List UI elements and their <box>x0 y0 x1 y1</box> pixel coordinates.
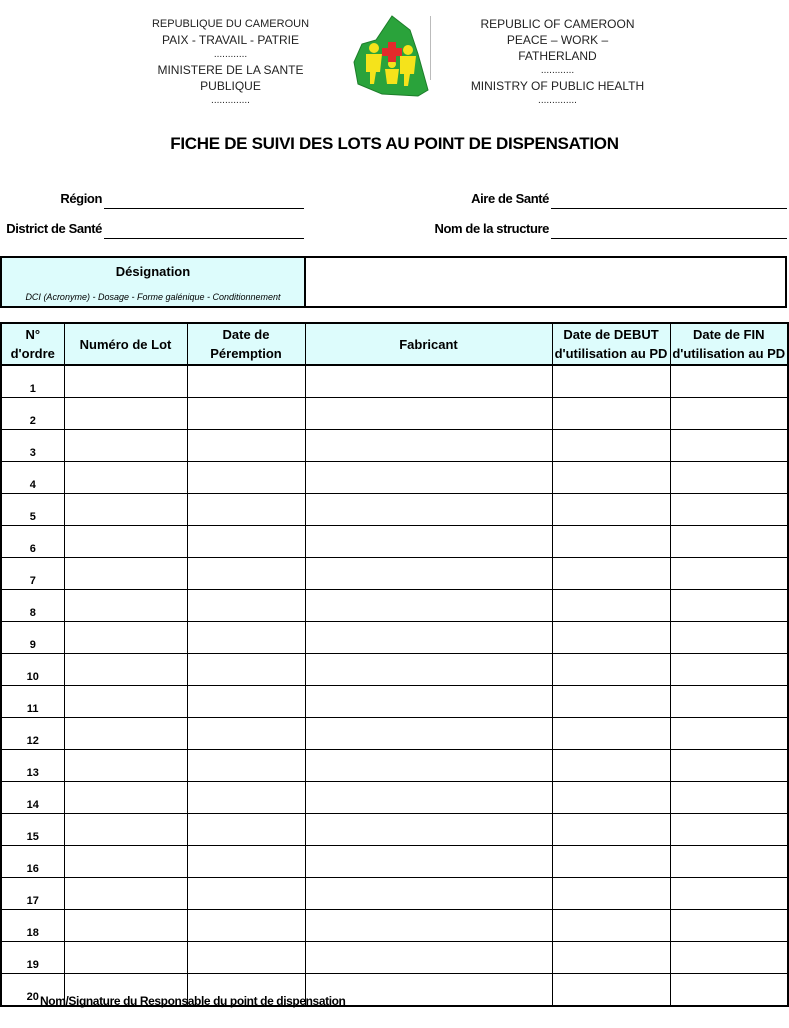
table-row <box>1 558 788 590</box>
row-number-cell: 13 <box>1 750 64 782</box>
header-left-ministry: MINISTERE DE LA SANTE PUBLIQUE <box>157 63 304 93</box>
row-number-cell: 3 <box>1 430 64 462</box>
header-date-fin: Date de FIN d'utilisation au PD <box>670 323 788 365</box>
header-right-block <box>470 16 645 108</box>
numero-lot-cell[interactable] <box>64 718 187 750</box>
date-peremption-cell[interactable] <box>187 590 305 622</box>
row-number-cell: 17 <box>1 878 64 910</box>
district-field[interactable] <box>104 238 304 239</box>
row-number-cell: 11 <box>1 686 64 718</box>
header-fabricant: Fabricant <box>305 323 552 365</box>
fabricant-cell[interactable] <box>305 686 552 718</box>
date-debut-cell[interactable] <box>552 654 670 686</box>
numero-lot-cell[interactable] <box>64 846 187 878</box>
table-row <box>1 846 788 878</box>
table-row <box>1 878 788 910</box>
table-row <box>1 430 788 462</box>
table-row <box>1 494 788 526</box>
date-debut-cell[interactable] <box>552 558 670 590</box>
date-peremption-cell[interactable] <box>187 430 305 462</box>
date-fin-cell[interactable] <box>670 430 788 462</box>
header-right-ministry: MINISTRY OF PUBLIC HEALTH <box>470 79 645 93</box>
fabricant-cell[interactable] <box>305 942 552 974</box>
date-debut-cell[interactable] <box>552 590 670 622</box>
designation-subtitle: DCI (Acronyme) - Dosage - Forme galénique - Conditionnement <box>25 292 281 302</box>
fabricant-cell[interactable] <box>305 750 552 782</box>
date-debut-cell[interactable] <box>552 365 670 398</box>
header-date-debut: Date de DEBUT d'utilisation au PD <box>552 323 670 365</box>
date-peremption-cell[interactable] <box>187 814 305 846</box>
date-debut-cell[interactable] <box>552 878 670 910</box>
region-label: Région <box>60 191 102 206</box>
date-debut-cell[interactable] <box>552 814 670 846</box>
lots-table <box>0 322 789 1007</box>
date-fin-cell[interactable] <box>670 814 788 846</box>
date-debut-cell[interactable] <box>552 910 670 942</box>
numero-lot-cell[interactable] <box>64 878 187 910</box>
date-fin-cell[interactable] <box>670 686 788 718</box>
designation-label-cell <box>2 258 306 306</box>
date-fin-cell[interactable] <box>670 718 788 750</box>
fabricant-cell[interactable] <box>305 718 552 750</box>
ministry-logo <box>352 14 432 98</box>
header-numero-lot: Numéro de Lot <box>64 323 187 365</box>
row-number-cell: 15 <box>1 814 64 846</box>
date-debut-cell[interactable] <box>552 942 670 974</box>
fabricant-cell[interactable] <box>305 878 552 910</box>
date-debut-cell[interactable] <box>552 974 670 1007</box>
table-row <box>1 462 788 494</box>
date-debut-cell[interactable] <box>552 494 670 526</box>
fabricant-cell[interactable] <box>305 590 552 622</box>
table-row <box>1 398 788 430</box>
page-title: FICHE DE SUIVI DES LOTS AU POINT DE DISPENSATION <box>170 134 619 153</box>
date-peremption-cell[interactable] <box>187 462 305 494</box>
date-peremption-cell[interactable] <box>187 558 305 590</box>
date-fin-cell[interactable] <box>670 910 788 942</box>
date-fin-cell[interactable] <box>670 526 788 558</box>
numero-lot-cell[interactable] <box>64 782 187 814</box>
date-debut-cell[interactable] <box>552 526 670 558</box>
numero-lot-cell[interactable] <box>64 814 187 846</box>
table-row <box>1 654 788 686</box>
fabricant-cell[interactable] <box>305 365 552 398</box>
date-peremption-cell[interactable] <box>187 942 305 974</box>
date-fin-cell[interactable] <box>670 365 788 398</box>
date-debut-cell[interactable] <box>552 622 670 654</box>
table-row <box>1 686 788 718</box>
header-date-peremption: Date de Péremption <box>187 323 305 365</box>
date-fin-cell[interactable] <box>670 750 788 782</box>
numero-lot-cell[interactable] <box>64 942 187 974</box>
date-peremption-cell[interactable] <box>187 718 305 750</box>
fabricant-cell[interactable] <box>305 430 552 462</box>
fabricant-cell[interactable] <box>305 846 552 878</box>
row-number-cell: 12 <box>1 718 64 750</box>
district-label: District de Santé <box>6 221 102 236</box>
date-fin-cell[interactable] <box>670 398 788 430</box>
date-debut-cell[interactable] <box>552 686 670 718</box>
date-debut-cell[interactable] <box>552 462 670 494</box>
date-fin-cell[interactable] <box>670 654 788 686</box>
table-row <box>1 814 788 846</box>
date-fin-cell[interactable] <box>670 846 788 878</box>
row-number-cell: 16 <box>1 846 64 878</box>
table-row <box>1 718 788 750</box>
date-fin-cell[interactable] <box>670 558 788 590</box>
table-row <box>1 782 788 814</box>
header-right-country: REPUBLIC OF CAMEROON <box>480 17 635 31</box>
date-fin-cell[interactable] <box>670 974 788 1007</box>
date-peremption-cell[interactable] <box>187 622 305 654</box>
designation-title: Désignation <box>115 264 191 279</box>
date-fin-cell[interactable] <box>670 494 788 526</box>
date-fin-cell[interactable] <box>670 782 788 814</box>
date-debut-cell[interactable] <box>552 718 670 750</box>
numero-lot-cell[interactable] <box>64 430 187 462</box>
fabricant-cell[interactable] <box>305 910 552 942</box>
numero-lot-cell[interactable] <box>64 462 187 494</box>
region-field[interactable] <box>104 208 304 209</box>
row-number-cell: 14 <box>1 782 64 814</box>
numero-lot-cell[interactable] <box>64 686 187 718</box>
row-number-cell: 6 <box>1 526 64 558</box>
date-fin-cell[interactable] <box>670 462 788 494</box>
date-peremption-cell[interactable] <box>187 654 305 686</box>
fabricant-cell[interactable] <box>305 398 552 430</box>
header-numero-ordre: N° d'ordre <box>1 323 64 365</box>
fabricant-cell[interactable] <box>305 558 552 590</box>
row-number-cell: 4 <box>1 462 64 494</box>
date-fin-cell[interactable] <box>670 942 788 974</box>
aire-de-sante-label: Aire de Santé <box>471 191 549 206</box>
date-fin-cell[interactable] <box>670 878 788 910</box>
table-row <box>1 526 788 558</box>
fabricant-cell[interactable] <box>305 622 552 654</box>
date-peremption-cell[interactable] <box>187 526 305 558</box>
date-debut-cell[interactable] <box>552 398 670 430</box>
date-peremption-cell[interactable] <box>187 494 305 526</box>
fabricant-cell[interactable] <box>305 494 552 526</box>
row-number-cell: 2 <box>1 398 64 430</box>
table-row <box>1 365 788 398</box>
row-number-cell: 10 <box>1 654 64 686</box>
date-debut-cell[interactable] <box>552 846 670 878</box>
header-left-dots-2: .............. <box>211 95 250 106</box>
header-right-dots-1: ............ <box>540 65 575 76</box>
numero-lot-cell[interactable] <box>64 750 187 782</box>
numero-lot-cell[interactable] <box>64 558 187 590</box>
fabricant-cell[interactable] <box>305 782 552 814</box>
fabricant-cell[interactable] <box>305 814 552 846</box>
fabricant-cell[interactable] <box>305 462 552 494</box>
numero-lot-cell[interactable] <box>64 590 187 622</box>
numero-lot-cell[interactable] <box>64 654 187 686</box>
aire-de-sante-field[interactable] <box>551 208 787 209</box>
date-fin-cell[interactable] <box>670 622 788 654</box>
table-header-row <box>1 323 788 365</box>
header-left-dots-1: ............ <box>213 49 248 60</box>
header-left-country: REPUBLIQUE DU CAMEROUN <box>151 18 310 30</box>
fabricant-cell[interactable] <box>305 526 552 558</box>
signature-label: Nom/Signature du Responsable du point de dispensation <box>40 994 346 1008</box>
row-number-cell: 5 <box>1 494 64 526</box>
date-debut-cell[interactable] <box>552 430 670 462</box>
numero-lot-cell[interactable] <box>64 910 187 942</box>
numero-lot-cell[interactable] <box>64 494 187 526</box>
header-right-motto: PEACE – WORK – FATHERLAND <box>506 33 609 63</box>
row-number-cell: 7 <box>1 558 64 590</box>
row-number-cell: 18 <box>1 910 64 942</box>
date-peremption-cell[interactable] <box>187 910 305 942</box>
date-debut-cell[interactable] <box>552 750 670 782</box>
date-debut-cell[interactable] <box>552 782 670 814</box>
date-peremption-cell[interactable] <box>187 782 305 814</box>
numero-lot-cell[interactable] <box>64 526 187 558</box>
date-fin-cell[interactable] <box>670 590 788 622</box>
header-left-motto: PAIX - TRAVAIL - PATRIE <box>162 33 299 47</box>
row-number-cell: 9 <box>1 622 64 654</box>
row-number-cell: 20 <box>1 974 64 1007</box>
header-divider <box>430 16 431 80</box>
header-left-block <box>128 16 333 108</box>
table-row <box>1 942 788 974</box>
date-peremption-cell[interactable] <box>187 365 305 398</box>
row-number-cell: 1 <box>1 365 64 398</box>
date-peremption-cell[interactable] <box>187 398 305 430</box>
designation-box <box>0 256 787 308</box>
table-row <box>1 910 788 942</box>
structure-label: Nom de la structure <box>434 221 549 236</box>
row-number-cell: 8 <box>1 590 64 622</box>
date-peremption-cell[interactable] <box>187 750 305 782</box>
fabricant-cell[interactable] <box>305 654 552 686</box>
table-row <box>1 590 788 622</box>
table-row <box>1 750 788 782</box>
table-row <box>1 622 788 654</box>
structure-field[interactable] <box>551 238 787 239</box>
header-right-dots-2: .............. <box>538 95 577 106</box>
designation-value-cell[interactable] <box>306 258 785 306</box>
numero-lot-cell[interactable] <box>64 365 187 398</box>
date-peremption-cell[interactable] <box>187 846 305 878</box>
date-peremption-cell[interactable] <box>187 878 305 910</box>
date-peremption-cell[interactable] <box>187 686 305 718</box>
row-number-cell: 19 <box>1 942 64 974</box>
numero-lot-cell[interactable] <box>64 622 187 654</box>
numero-lot-cell[interactable] <box>64 398 187 430</box>
